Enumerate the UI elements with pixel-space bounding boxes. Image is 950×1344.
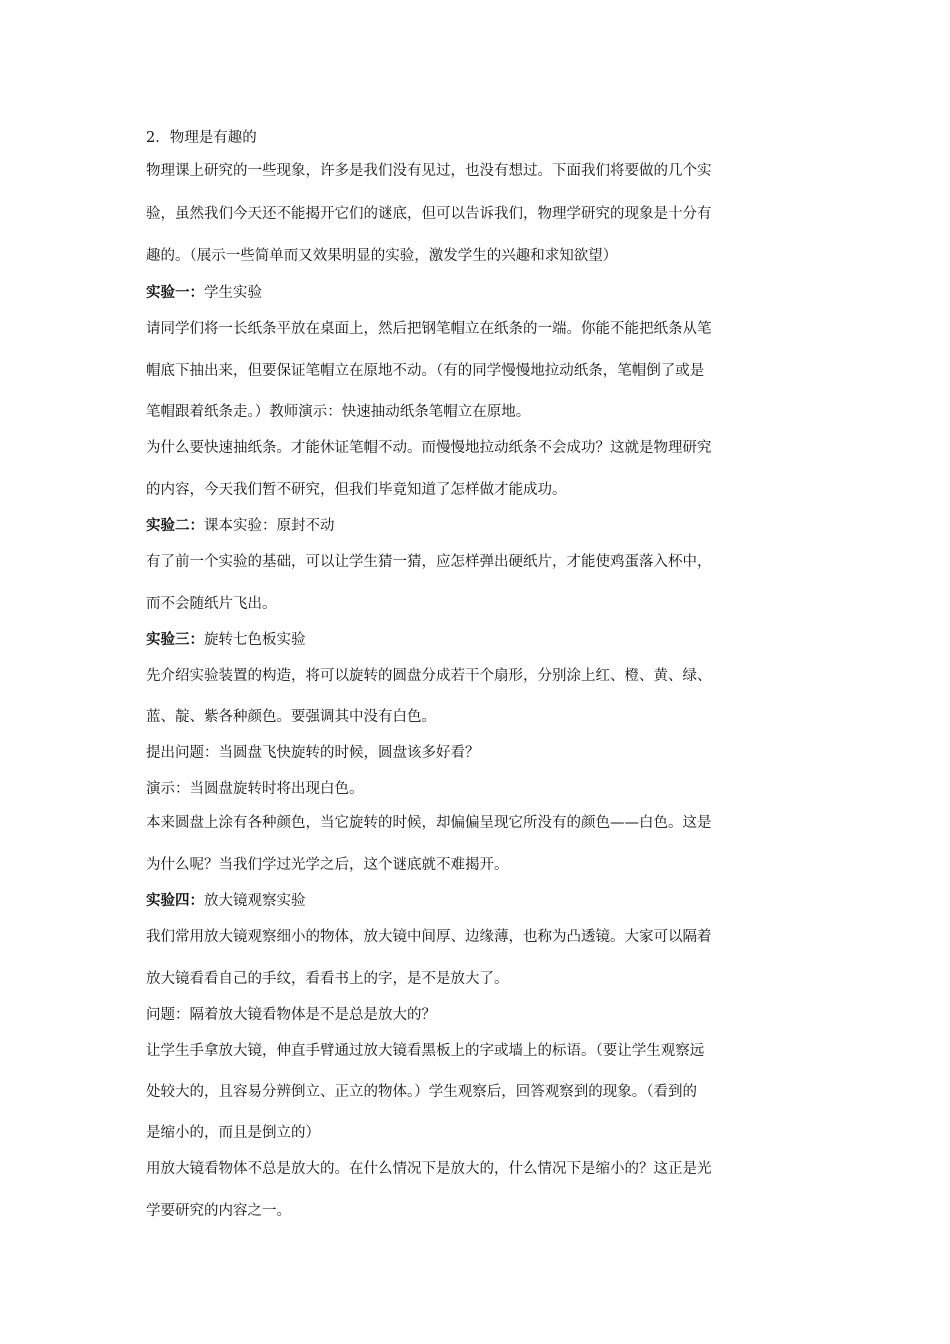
exp2-heading bbox=[146, 516, 335, 536]
exp3-line-1: 先介绍实验装置的构造，将可以旋转的圆盘分成若干个扇形，分别涂上红、橙、黄、绿、 bbox=[146, 668, 712, 684]
exp1-heading bbox=[146, 283, 262, 303]
exp1-label: 实验一： bbox=[146, 285, 204, 301]
exp4-label: 实验四： bbox=[146, 893, 204, 909]
intro-line-2: 验，虽然我们今天还不能揭开它们的谜底，但可以告诉我们，物理学研究的现象是十分有 bbox=[146, 206, 712, 222]
exp3-line-4: 演示：当圆盘旋转时将出现白色。 bbox=[146, 781, 364, 797]
exp2-line-1: 有了前一个实验的基础，可以让学生猜一猜，应怎样弹出硬纸片，才能使鸡蛋落入杯中， bbox=[146, 554, 712, 570]
exp1-line-4: 为什么要快速抽纸条。才能休证笔帽不动。而慢慢地拉动纸条不会成功？这就是物理研究 bbox=[146, 440, 712, 456]
section-title: 2．物理是有趣的 bbox=[146, 130, 257, 146]
exp4-line-8: 学要研究的内容之一。 bbox=[146, 1203, 291, 1219]
exp3-line-3: 提出问题：当圆盘飞快旋转的时候，圆盘该多好看？ bbox=[146, 745, 480, 761]
exp3-line-6: 为什么呢？当我们学过光学之后，这个谜底就不难揭开。 bbox=[146, 857, 509, 873]
exp3-heading bbox=[146, 630, 306, 650]
exp4-line-4: 让学生手拿放大镜，伸直手臂通过放大镜看黑板上的字或墙上的标语。（要让学生观察远 bbox=[146, 1043, 705, 1059]
exp3-line-2: 蓝、靛、紫各种颜色。要强调其中没有白色。 bbox=[146, 709, 436, 725]
exp4-line-2: 放大镜看看自己的手纹，看看书上的字，是不是放大了。 bbox=[146, 971, 509, 987]
exp4-line-6: 是缩小的，而且是倒立的） bbox=[146, 1125, 320, 1141]
exp4-line-7: 用放大镜看物体不总是放大的。在什么情况下是放大的，什么情况下是缩小的？这正是光 bbox=[146, 1161, 712, 1177]
exp1-line-5: 的内容，今天我们暂不研究，但我们毕竟知道了怎样做才能成功。 bbox=[146, 482, 567, 498]
exp4-heading bbox=[146, 891, 306, 911]
exp1-title: 学生实验 bbox=[204, 285, 262, 301]
exp4-line-5: 处较大的，且容易分辨倒立、正立的物体。）学生观察后，回答观察到的现象。（看到的 bbox=[146, 1084, 697, 1100]
exp4-title: 放大镜观察实验 bbox=[204, 893, 306, 909]
exp1-line-2: 帽底下抽出来，但要保证笔帽立在原地不动。（有的同学慢慢地拉动纸条，笔帽倒了或是 bbox=[146, 363, 705, 379]
exp2-title: 课本实验：原封不动 bbox=[204, 518, 335, 534]
exp2-line-2: 而不会随纸片飞出。 bbox=[146, 596, 277, 612]
exp3-title: 旋转七色板实验 bbox=[204, 632, 306, 648]
exp3-line-5: 本来圆盘上涂有各种颜色，当它旋转的时候，却偏偏呈现它所没有的颜色——白色。这是 bbox=[146, 815, 712, 831]
exp1-line-1: 请同学们将一长纸条平放在桌面上，然后把钢笔帽立在纸条的一端。你能不能把纸条从笔 bbox=[146, 321, 712, 337]
intro-line-3: 趣的。（展示一些简单而又效果明显的实验，激发学生的兴趣和求知欲望） bbox=[146, 248, 618, 264]
exp1-line-3: 笔帽跟着纸条走。）教师演示：快速抽动纸条笔帽立在原地。 bbox=[146, 404, 531, 420]
exp3-label: 实验三： bbox=[146, 632, 204, 648]
intro-line-1: 物理课上研究的一些现象，许多是我们没有见过，也没有想过。下面我们将要做的几个实 bbox=[146, 163, 712, 179]
exp4-line-1: 我们常用放大镜观察细小的物体，放大镜中间厚、边缘薄，也称为凸透镜。大家可以隔着 bbox=[146, 929, 712, 945]
exp4-line-3: 问题：隔着放大镜看物体是不是总是放大的？ bbox=[146, 1007, 436, 1023]
exp2-label: 实验二： bbox=[146, 518, 204, 534]
